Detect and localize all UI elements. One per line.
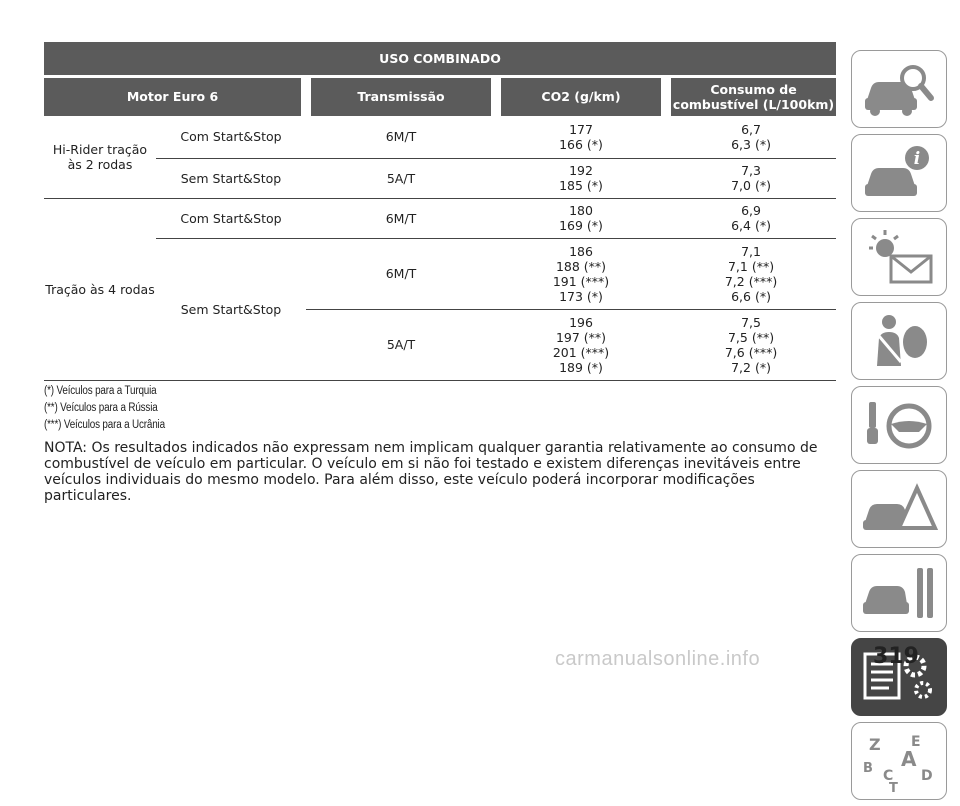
tab-car-search[interactable]	[851, 50, 947, 128]
cell-consumption: 6,7 6,3 (*)	[666, 116, 836, 158]
svg-text:T: T	[889, 781, 898, 796]
tab-warning-lights[interactable]	[851, 218, 947, 296]
page-number: 319	[873, 644, 919, 669]
cell-transmission: 5A/T	[306, 158, 496, 198]
tab-index[interactable]	[851, 722, 947, 800]
cell-start-stop: Com Start&Stop	[156, 198, 306, 238]
key-steering-wheel-icon	[859, 392, 939, 458]
fuel-consumption-table	[44, 42, 836, 381]
alphabetical-index-icon	[859, 728, 939, 794]
car-tools-icon	[859, 560, 939, 626]
footnote: (**) Veículos para a Rússia	[44, 402, 158, 414]
cell-co2: 177 166 (*)	[496, 116, 666, 158]
header-consumo: Consumo de combustível (L/100km)	[666, 76, 836, 116]
cell-co2: 186 188 (**) 191 (***) 173 (*)	[496, 238, 666, 309]
nota-paragraph: NOTA: Os resultados indicados não expressam nem implicam qualquer garantia relativamente ao consumo de combustível de veículo em particular. O veículo em si não foi testado e existem diferenças inevitáveis entre veículos individuais do mesmo modelo. Para além disso, este veículo poderá incorporar modificações particulares.	[44, 440, 818, 504]
svg-text:B: B	[863, 761, 873, 776]
cell-consumption: 6,9 6,4 (*)	[666, 198, 836, 238]
warning-light-message-icon	[859, 224, 939, 290]
tab-starting-driving[interactable]	[851, 386, 947, 464]
footnotes	[44, 383, 185, 434]
cell-co2: 196 197 (**) 201 (***) 189 (*)	[496, 309, 666, 380]
cell-start-stop: Sem Start&Stop	[156, 238, 306, 380]
svg-text:D: D	[921, 768, 933, 784]
cell-consumption: 7,3 7,0 (*)	[666, 158, 836, 198]
cell-consumption: 7,5 7,5 (**) 7,6 (***) 7,2 (*)	[666, 309, 836, 380]
cell-co2: 192 185 (*)	[496, 158, 666, 198]
row-label-4wd: Tração às 4 rodas	[44, 198, 156, 380]
car-info-icon	[859, 140, 939, 206]
cell-transmission: 6M/T	[306, 238, 496, 309]
seatbelt-airbag-icon	[859, 308, 939, 374]
tab-emergency[interactable]	[851, 470, 947, 548]
cell-transmission: 6M/T	[306, 116, 496, 158]
row-label-hi-rider: Hi-Rider tração às 2 rodas	[44, 116, 156, 198]
tab-car-info[interactable]	[851, 134, 947, 212]
chapter-tabs	[851, 50, 947, 806]
cell-start-stop: Sem Start&Stop	[156, 158, 306, 198]
cell-co2: 180 169 (*)	[496, 198, 666, 238]
tab-maintenance[interactable]	[851, 554, 947, 632]
cell-start-stop: Com Start&Stop	[156, 116, 306, 158]
cell-transmission: 6M/T	[306, 198, 496, 238]
cell-transmission: 5A/T	[306, 309, 496, 380]
car-search-icon	[859, 56, 939, 122]
footnote: (***) Veículos para a Ucrânia	[44, 419, 165, 431]
svg-text:C: C	[883, 768, 894, 784]
svg-text:i: i	[913, 149, 921, 169]
svg-text:Z: Z	[869, 735, 881, 754]
watermark: carmanualsonline.info	[555, 648, 761, 670]
svg-text:A: A	[901, 747, 917, 771]
header-motor: Motor Euro 6	[44, 76, 306, 116]
header-transmissao: Transmissão	[306, 76, 496, 116]
tab-safety[interactable]	[851, 302, 947, 380]
footnote: (*) Veículos para a Turquia	[44, 385, 157, 397]
cell-consumption: 7,1 7,1 (**) 7,2 (***) 6,6 (*)	[666, 238, 836, 309]
header-co2: CO2 (g/km)	[496, 76, 666, 116]
car-breakdown-warning-icon	[859, 476, 939, 542]
svg-text:E: E	[911, 734, 921, 750]
table-title: USO COMBINADO	[44, 42, 836, 76]
